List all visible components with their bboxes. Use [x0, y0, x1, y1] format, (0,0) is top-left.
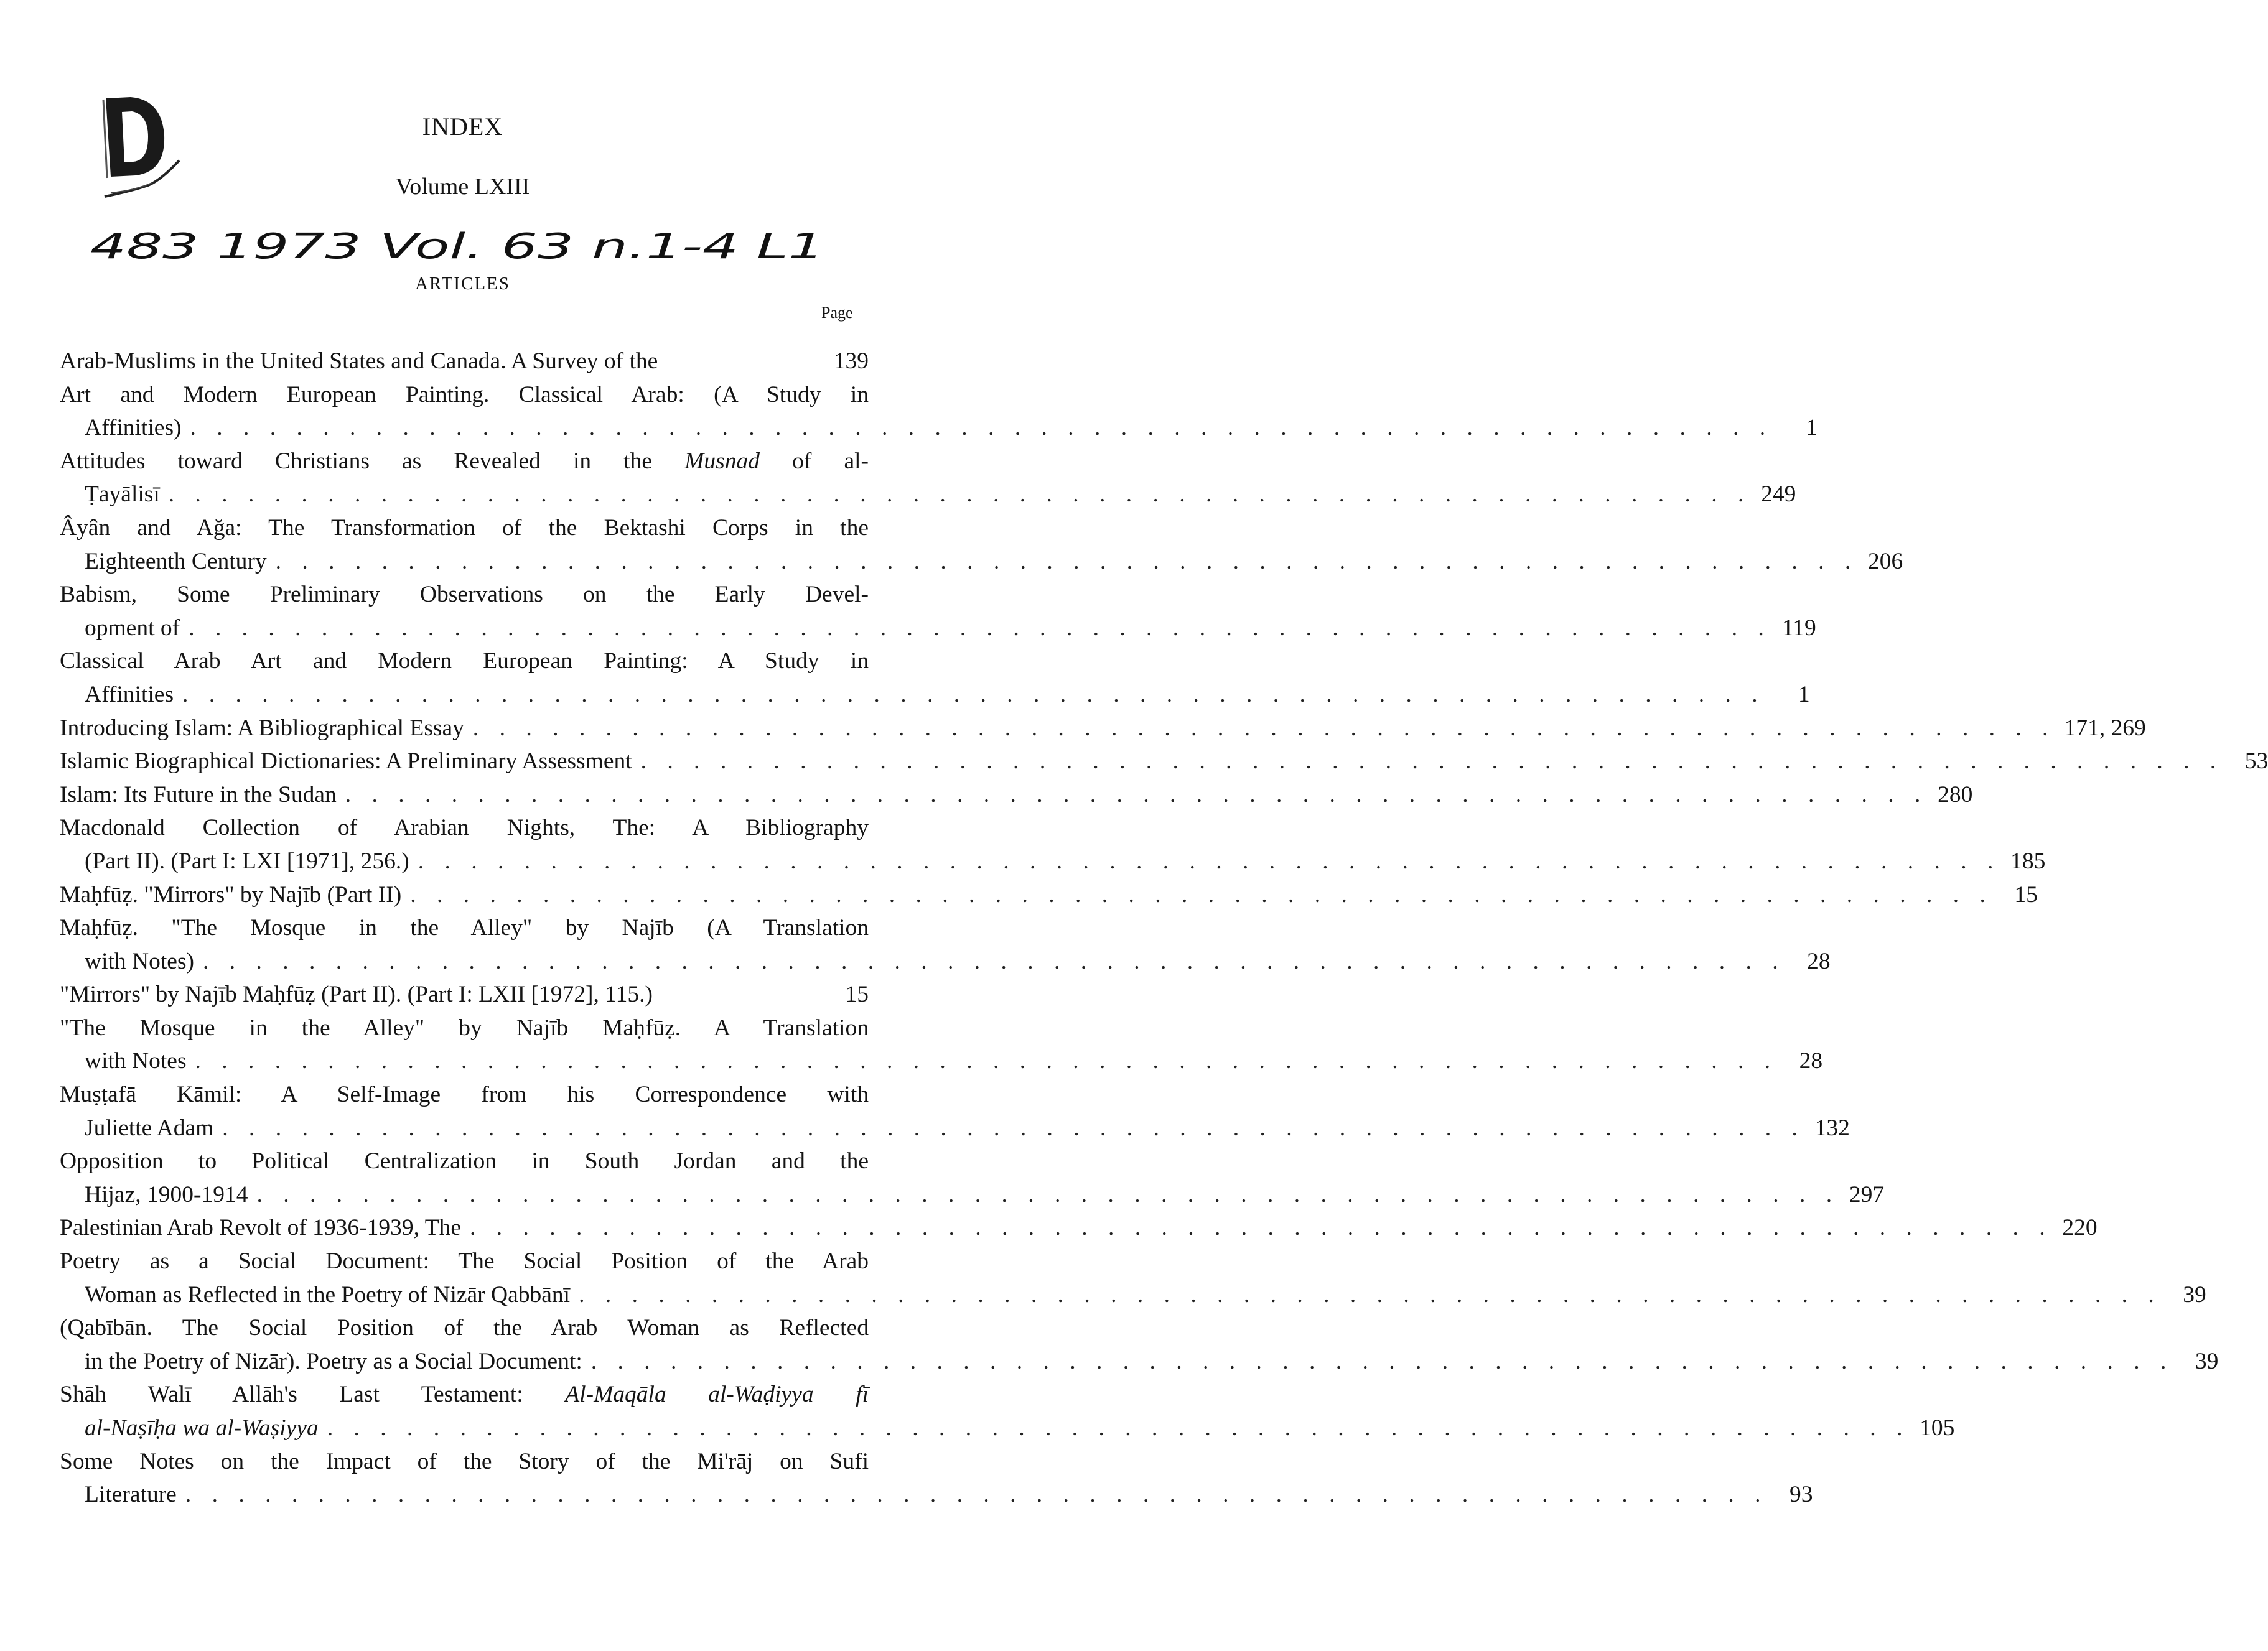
- entry-line: [60, 811, 869, 845]
- entry-title-text: Arab-Muslims in the United States and Canada. A Survey of the: [60, 348, 658, 374]
- entry-title-text: Poetry as a Social Document: The Social Position of the Arab: [60, 1249, 869, 1275]
- entry-page-number: 28: [1807, 948, 1831, 974]
- entry-title-text: Maḥfūẓ. "The Mosque in the Alley" by Najīb (A Translation: [60, 915, 869, 941]
- entry-title-text: with Notes: [85, 1048, 187, 1074]
- entry-page-number: 171, 269: [2064, 715, 2146, 741]
- dot-leader: . . . . . . . . . . . . . . . . . . . . . . . . . . . . . . . . . . . . . . . . . . . . . . . . . . . . . . . . . . . .: [182, 681, 1765, 707]
- section-heading-articles: ARTICLES: [415, 274, 510, 294]
- entry-title-text: Âyân and Ağa: The Transformation of the Bektashi Corps in the: [60, 514, 869, 541]
- entry-line: [60, 345, 869, 378]
- entry-line: [60, 1278, 2206, 1312]
- index-entry: [60, 1378, 1955, 1444]
- index-entry: [60, 445, 1796, 511]
- dot-leader: . . . . . . . . . . . . . . . . . . . . . . . . . . . . . . . . . . . . . . . . . . . . . . . . . . . . . . . . . . . .: [190, 415, 1773, 441]
- entry-title-text: "The Mosque in the Alley" by Najīb Maḥfūẓ. A Translation: [60, 1015, 869, 1041]
- entry-page-number: 15: [2014, 881, 2038, 908]
- entry-page-number: 53: [2244, 748, 2268, 774]
- index-entry: [60, 511, 1903, 578]
- dot-leader: . . . . . . . . . . . . . . . . . . . . . . . . . . . . . . . . . . . . . . . . . . . . . . . . . . . . . . . . . . . .: [203, 948, 1786, 974]
- index-entry: [60, 745, 2268, 778]
- index-entry: [60, 712, 2146, 745]
- entry-page-number: 1: [1806, 415, 1818, 441]
- index-entry: [60, 644, 1810, 711]
- entry-page-number: 93: [1789, 1482, 1813, 1508]
- entry-title-text: opment of: [85, 615, 180, 641]
- entry-page-number: 185: [2010, 848, 2046, 874]
- index-entry: [60, 1211, 2098, 1245]
- dot-leader: . . . . . . . . . . . . . . . . . . . . . . . . . . . . . . . . . . . . . . . . . . . . . . . . . . . . . . . . . . . .: [418, 848, 2001, 874]
- entry-line: [60, 1445, 869, 1479]
- dot-leader: . . . . . . . . . . . . . . . . . . . . . . . . . . . . . . . . . . . . . . . . . . . . . . . . . . . . . . . . . . . .: [590, 1348, 2174, 1374]
- entry-title-text: Affinities): [85, 415, 182, 441]
- dot-leader: . . . . . . . . . . . . . . . . . . . . . . . . . . . . . . . . . . . . . . . . . . . . . . . . . . . . . . . . . . . .: [275, 548, 1859, 574]
- entry-line: [60, 445, 869, 478]
- entry-line: [60, 545, 1903, 579]
- dot-leader: . . . . . . . . . . . . . . . . . . . . . . . . . . . . . . . . . . . . . . . . . . . . . . . . . . . . . . . . . . . .: [640, 748, 2224, 774]
- dot-leader: . . . . . . . . . . . . . . . . . . . . . . . . . . . . . . . . . . . . . . . . . . . . . . . . . . . . . . . . . . . .: [222, 1115, 1805, 1141]
- entry-line: [60, 478, 1796, 511]
- entry-title-text: Maḥfūẓ. "Mirrors" by Najīb (Part II): [60, 881, 402, 908]
- entry-line: [60, 1378, 869, 1411]
- dot-leader: . . . . . . . . . . . . . . . . . . . . . . . . . . . . . . . . . . . . . . . . . . . . . . . . . . . . . . . . . . . .: [345, 781, 1928, 807]
- entry-title-text: Muṣṭafā Kāmil: A Self-Image from his Correspondence with: [60, 1082, 869, 1108]
- entry-line: [60, 1478, 1813, 1512]
- entry-page-number: 1: [1798, 681, 1810, 707]
- entry-title-text: al-Naṣīḥa wa al-Waṣiyya: [85, 1415, 319, 1441]
- index-entry: [60, 911, 1831, 978]
- entry-page-number: 39: [2183, 1281, 2206, 1308]
- entry-line: [60, 778, 1973, 812]
- entry-title-text: with Notes): [85, 948, 195, 974]
- entry-page-number: 139: [833, 348, 869, 374]
- index-entry: [60, 811, 2046, 878]
- entry-line: [60, 911, 869, 945]
- entry-line: [60, 945, 1831, 979]
- dot-leader: . . . . . . . . . . . . . . . . . . . . . . . . . . . . . . . . . . . . . . . . . . . . . . . . . . . . . . . . . . . .: [410, 881, 1993, 908]
- entry-title-text: Classical Arab Art and Modern European Painting: A Study in: [60, 648, 869, 674]
- index-entry: [60, 578, 1816, 644]
- entry-title-text: Art and Modern European Painting. Classical Arab: (A Study in: [60, 381, 869, 407]
- articles-list: [60, 345, 2268, 1512]
- entry-line: [60, 411, 1818, 445]
- entry-title-text: Islamic Biographical Dictionaries: A Preliminary Assessment: [60, 748, 632, 774]
- entry-title-text: Macdonald Collection of Arabian Nights, The: A Bibliography: [60, 815, 869, 841]
- entry-line: [60, 1044, 1823, 1078]
- index-entry: [60, 1012, 1823, 1078]
- entry-line: [60, 1211, 2098, 1245]
- dot-leader: . . . . . . . . . . . . . . . . . . . . . . . . . . . . . . . . . . . . . . . . . . . . . . . . . . . . . . . . . . . .: [195, 1048, 1778, 1074]
- entry-line: [60, 745, 2268, 778]
- dot-leader: . . . . . . . . . . . . . . . . . . . . . . . . . . . . . . . . . . . . . . . . . . . . . . . . . . . . . . . . . . . .: [470, 1215, 2053, 1241]
- entry-title-text: Some Notes on the Impact of the Story of the Mi'rāj on Sufi: [60, 1448, 869, 1474]
- entry-line: [60, 1112, 1850, 1145]
- entry-page-number: 220: [2062, 1215, 2098, 1241]
- entry-title-text: (Qabībān. The Social Position of the Arab Woman as Reflected: [60, 1315, 869, 1341]
- page-column-label: Page: [821, 304, 853, 322]
- entry-line: [60, 1411, 1955, 1445]
- entry-title-text: (Part II). (Part I: LXI [1971], 256.): [85, 848, 409, 874]
- entry-line: [60, 678, 1810, 712]
- dot-leader: . . . . . . . . . . . . . . . . . . . . . . . . . . . . . . . . . . . . . . . . . . . . . . . . . . . . . . . . . . . .: [579, 1281, 2162, 1308]
- entry-title-text: Literature: [85, 1482, 177, 1508]
- entry-title-text: Introducing Islam: A Bibliographical Essay: [60, 715, 464, 741]
- index-entry: [60, 1078, 1850, 1145]
- entry-page-number: 15: [845, 982, 869, 1008]
- index-entry: [60, 978, 869, 1012]
- entry-page-number: 28: [1799, 1048, 1823, 1074]
- entry-line: [60, 1178, 1885, 1212]
- index-entry: [60, 778, 1973, 812]
- entry-title-text: Shāh Walī Allāh's Last Testament: Al-Maqāla al-Waḍiyya fī: [60, 1382, 869, 1408]
- dot-leader: . . . . . . . . . . . . . . . . . . . . . . . . . . . . . . . . . . . . . . . . . . . . . . . . . . . . . . . . . . . .: [256, 1181, 1840, 1207]
- entry-page-number: 206: [1868, 548, 1903, 574]
- entry-line: [60, 878, 2038, 912]
- entry-page-number: 119: [1781, 615, 1816, 641]
- entry-line: [60, 1311, 869, 1345]
- entry-line: [60, 612, 1816, 645]
- entry-line: [60, 712, 2146, 745]
- entry-line: [60, 978, 869, 1012]
- volume-number: Volume LXIII: [395, 174, 530, 200]
- index-entry: [60, 1245, 2206, 1311]
- dot-leader: . . . . . . . . . . . . . . . . . . . . . . . . . . . . . . . . . . . . . . . . . . . . . . . . . . . . . . . . . . . .: [472, 715, 2056, 741]
- entry-line: [60, 1245, 869, 1278]
- entry-title-text: in the Poetry of Nizār). Poetry as a Social Document:: [85, 1348, 582, 1374]
- entry-line: [60, 644, 869, 678]
- entry-title-text: Islam: Its Future in the Sudan: [60, 781, 337, 807]
- dot-leader: . . . . . . . . . . . . . . . . . . . . . . . . . . . . . . . . . . . . . . . . . . . . . . . . . . . . . . . . . . . .: [185, 1482, 1768, 1508]
- entry-title-text: Palestinian Arab Revolt of 1936-1939, The: [60, 1215, 462, 1241]
- entry-title-text: "Mirrors" by Najīb Maḥfūẓ (Part II). (Part I: LXII [1972], 115.): [60, 982, 653, 1008]
- entry-page-number: 132: [1814, 1115, 1850, 1141]
- entry-line: [60, 1145, 869, 1178]
- handwritten-note-text: 483 1973 Vol. 63 n.1-4 L1: [90, 226, 824, 267]
- index-entry: [60, 378, 1818, 445]
- entry-title-text: Babism, Some Preliminary Observations on the Early Devel-: [60, 582, 869, 608]
- entry-title-text: Woman as Reflected in the Poetry of Nizār Qabbānī: [85, 1281, 571, 1308]
- index-entry: [60, 1145, 1885, 1211]
- entry-title-text: Hijaz, 1900-1914: [85, 1181, 248, 1207]
- entry-line: [60, 378, 869, 412]
- index-entry: [60, 1445, 1813, 1512]
- dot-leader: . . . . . . . . . . . . . . . . . . . . . . . . . . . . . . . . . . . . . . . . . . . . . . . . . . . . . . . . . . . .: [189, 615, 1771, 641]
- entry-line: [60, 1012, 869, 1045]
- entry-page-number: 39: [2195, 1348, 2219, 1374]
- dot-leader: . . . . . . . . . . . . . . . . . . . . . . . . . . . . . . . . . . . . . . . . . . . . . . . . . . . . . . . . . . . .: [327, 1415, 1910, 1441]
- entry-title-text: Opposition to Political Centralization in South Jordan and the: [60, 1148, 869, 1174]
- entry-page-number: 105: [1920, 1415, 1955, 1441]
- entry-title-text: Juliette Adam: [85, 1115, 214, 1141]
- index-title: INDEX: [422, 113, 503, 141]
- entry-title-text: Eighteenth Century: [85, 548, 267, 574]
- entry-line: [60, 845, 2046, 878]
- entry-title-text: Attitudes toward Christians as Revealed in the Musnad of al-: [60, 448, 869, 474]
- entry-page-number: 249: [1761, 481, 1796, 508]
- entry-line: [60, 511, 869, 545]
- index-entry: [60, 345, 869, 378]
- index-entry: [60, 1311, 2219, 1378]
- entry-page-number: 280: [1938, 781, 1973, 807]
- index-entry: [60, 878, 2038, 912]
- dot-leader: . . . . . . . . . . . . . . . . . . . . . . . . . . . . . . . . . . . . . . . . . . . . . . . . . . . . . . . . . . . .: [168, 481, 1752, 508]
- entry-line: [60, 578, 869, 612]
- entry-line: [60, 1078, 869, 1112]
- entry-title-text: Affinities: [85, 681, 174, 707]
- entry-title-text: Ṭayālisī: [85, 481, 160, 508]
- entry-line: [60, 1345, 2219, 1379]
- entry-page-number: 297: [1849, 1181, 1885, 1207]
